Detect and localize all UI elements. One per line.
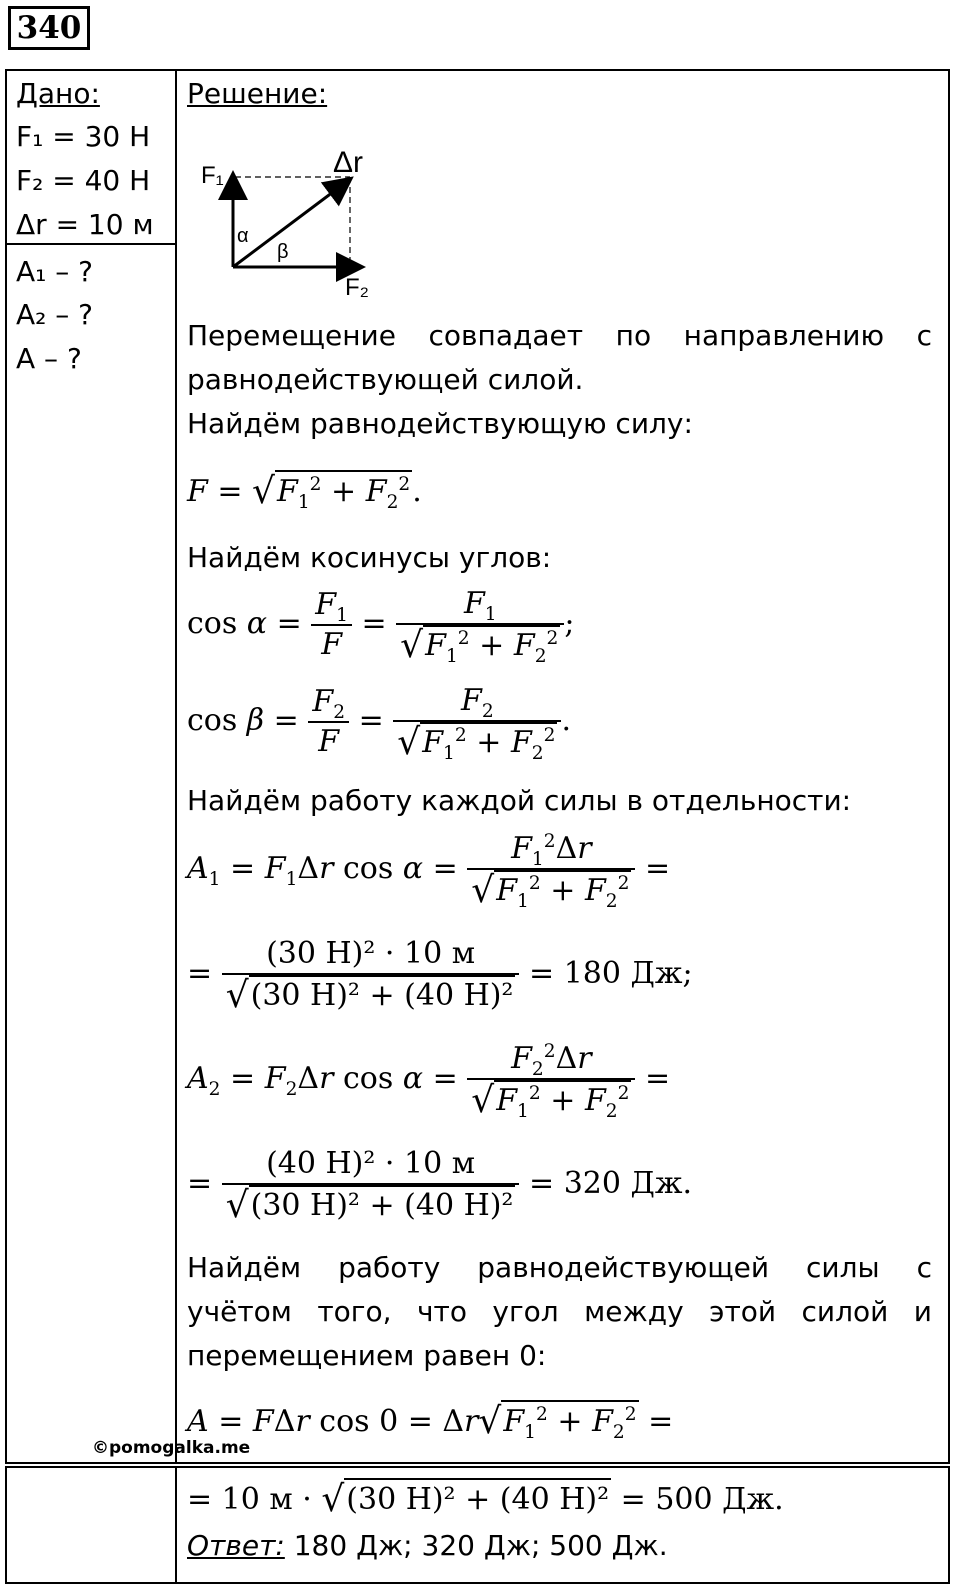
a2-result: = 320 Дж.: [529, 1166, 693, 1201]
given-f1: F₁ = 30 Н: [16, 120, 151, 153]
formula-a1-value: = $\frac{\text{(30 Н)² · 10 м}}{\text{√(30 Н)² + (40 Н)²}}$ = 180 Дж;: [187, 936, 693, 1016]
formula-a1: $A_1 = F_1\Delta r$ cos α = $\frac{F_1^2\Delta r}{√F_1^2 + F_2^2}$ =: [187, 831, 671, 912]
a2-numerator: (40 Н)² · 10 м: [222, 1145, 520, 1185]
answer-label: Ответ:: [187, 1529, 285, 1562]
column-divider: [175, 69, 177, 1464]
line-find-cos: Найдём косинусы углов:: [187, 541, 552, 574]
given-header: Дано:: [16, 77, 100, 110]
label-alpha: α: [237, 225, 249, 247]
given-divider: [5, 243, 176, 245]
label-beta: β: [277, 241, 289, 263]
formula-resultant: $F = √F_1^2 + F_2^2$.: [187, 471, 422, 513]
watermark: ©pomogalka.me: [92, 1438, 251, 1458]
a1-numerator: (30 Н)² · 10 м: [222, 935, 520, 975]
column-divider-2: [175, 1466, 177, 1584]
a-result: = 500 Дж.: [620, 1482, 784, 1517]
given-dr: Δr = 10 м: [16, 208, 154, 241]
a1-result: = 180 Дж;: [529, 956, 693, 991]
answer-text: 180 Дж; 320 Дж; 500 Дж.: [293, 1529, 668, 1562]
dr-vector: [233, 180, 349, 267]
formula-a-total: A = FΔr $\cos 0 = \Delta r√F_1^2 + F_2^2$ =: [187, 1401, 674, 1443]
line-find-work: Найдём работу каждой силы в отдельности:: [187, 784, 852, 817]
para-resultant-work: Найдём работу равнодействующей силы с учётом того, что угол между этой силой и перемещением равен 0:: [187, 1251, 932, 1372]
unknown-a1: A₁ – ?: [16, 255, 94, 288]
a2-denominator: (30 Н)² + (40 Н)²: [249, 1185, 516, 1225]
label-f1: F₁: [201, 162, 224, 189]
answer-line: [187, 1528, 668, 1564]
unknown-a2: A₂ – ?: [16, 298, 94, 331]
force-diagram: [195, 140, 395, 305]
label-f2: F₂: [345, 274, 369, 301]
formula-a2: $A_2 = F_2\Delta r$ cos α = $\frac{F_2^2\Delta r}{√F_1^2 + F_2^2}$ =: [187, 1041, 671, 1122]
a-denominator: (30 Н)² + (40 Н)²: [344, 1478, 611, 1520]
unknown-a: A – ?: [16, 342, 82, 375]
label-dr: Δr: [333, 146, 364, 179]
a1-denominator: (30 Н)² + (40 Н)²: [249, 975, 516, 1015]
given-f2: F₂ = 40 Н: [16, 164, 151, 197]
para-displacement: Перемещение совпадает по направлению с равнодействующей силой.: [187, 319, 932, 396]
formula-cos-alpha: cos α = $\frac{F_1}{F}$ = $\frac{F_1}{√F_1^2 + F_2^2}$ ;: [187, 586, 575, 667]
line-find-resultant: Найдём равнодействующую силу:: [187, 407, 693, 440]
solution-header: Решение:: [187, 77, 328, 110]
formula-cos-beta: cos β = $\frac{F_2}{F}$ = $\frac{F_2}{√F_1^2 + F_2^2}$ .: [187, 683, 571, 764]
formula-a2-value: = $\frac{\text{(40 Н)² · 10 м}}{\text{√(30 Н)² + (40 Н)²}}$ = 320 Дж.: [187, 1146, 693, 1226]
formula-a-value: = 10 м · √(30 Н)² + (40 Н)² = 500 Дж.: [187, 1479, 784, 1520]
problem-number: 340: [8, 6, 90, 50]
